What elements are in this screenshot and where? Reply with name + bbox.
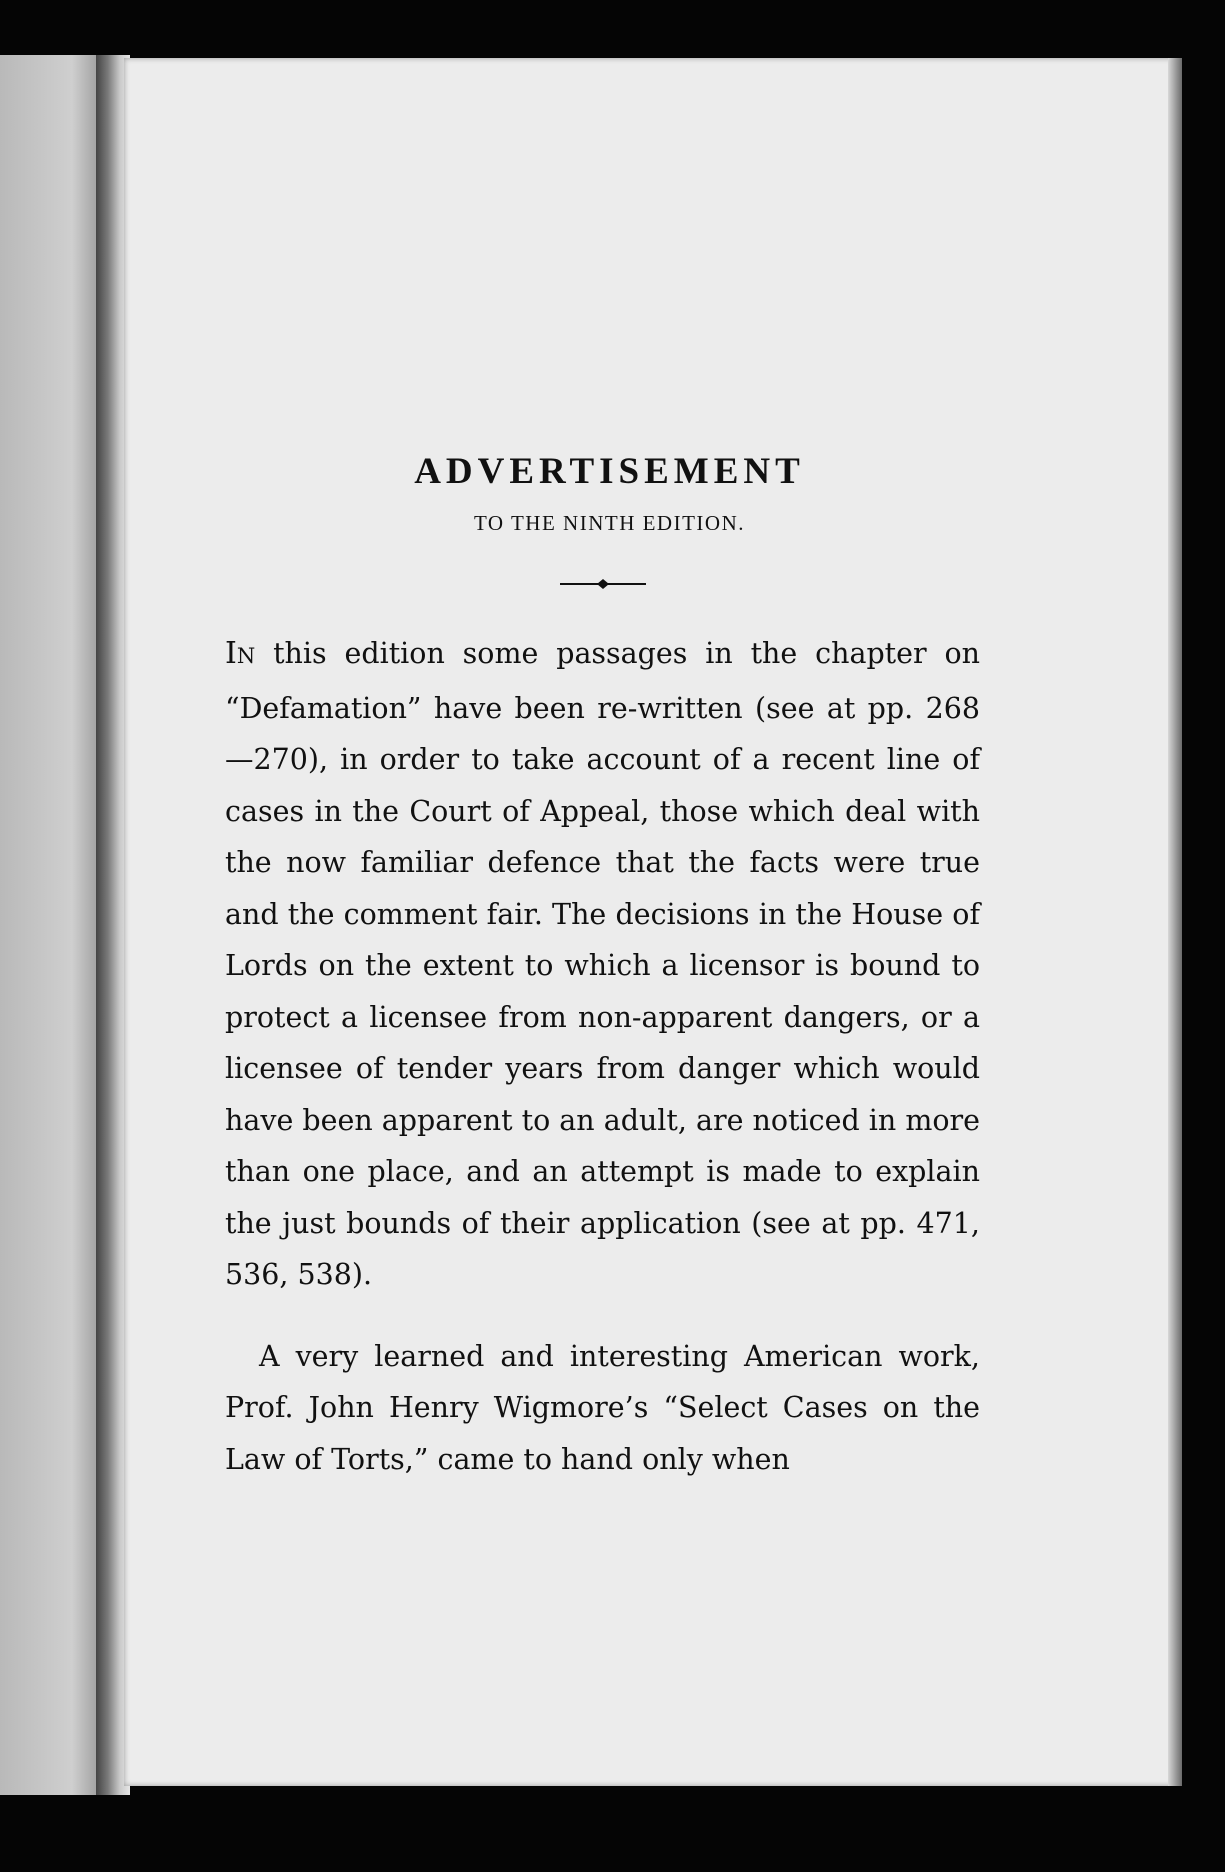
small-caps-initial: N <box>236 644 256 668</box>
page-edge-shadow <box>1168 58 1182 1786</box>
page-title: ADVERTISEMENT <box>414 451 805 492</box>
drop-initial: I <box>225 636 237 671</box>
body-paragraph-2: A very learned and interesting American work, Prof. John Henry Wigmore’s “Select Cases on the Law of Torts,” came to hand only when <box>225 1339 980 1476</box>
page-content <box>225 450 980 1485</box>
ornament-divider <box>560 578 646 590</box>
paragraph-1-text: this edition some passages in the chapter on “Defamation” have been re-written (see at pp. 268 —270), in order to take account of a recent line of cases in the Court of Appeal, those which deal with the now familiar defence that the facts were true and the comment fair. The decisions in the House of Lords on the extent to which a licensor is bound to protect a licensee from non-apparent dangers, or a licensee of tender years from danger which would have been apparent to an adult, are noticed in more than one place, and an attempt is made to explain the just bounds of their application (see at pp. 471, 536, 538). <box>225 637 980 1291</box>
page-subtitle: TO THE NINTH EDITION. <box>473 511 745 535</box>
body-paragraph-1 <box>225 628 980 1301</box>
